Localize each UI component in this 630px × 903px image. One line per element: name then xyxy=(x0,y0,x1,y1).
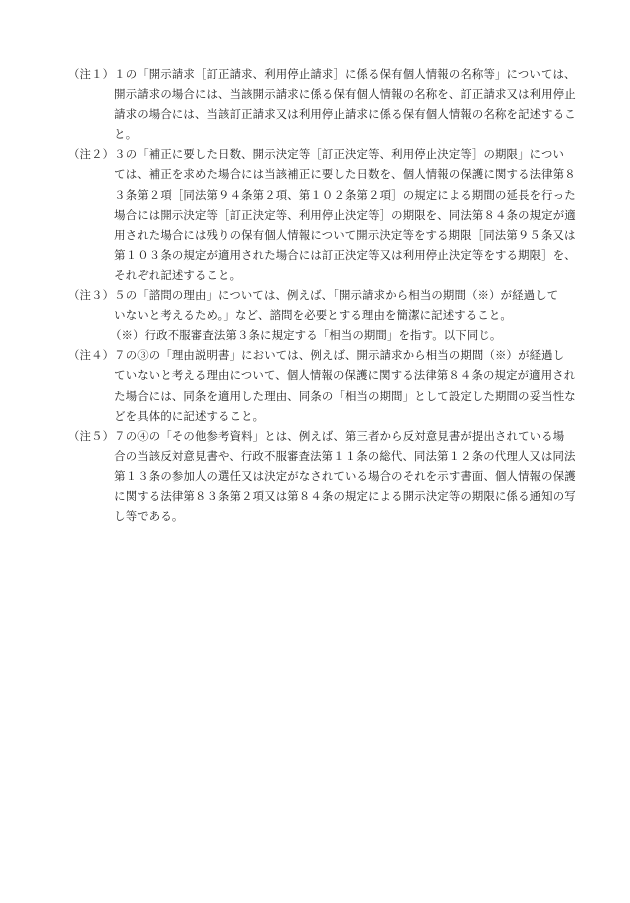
note-5-body xyxy=(114,426,576,526)
note-4-line-2: ていないと考える理由について、個人情報の保護に関する法律第８４条の規定が適用され xyxy=(114,368,576,383)
note-4-line-3: た場合には、同条を適用した理由、同条の「相当の期間」として設定した期間の妥当性な xyxy=(114,388,576,403)
note-5-line-2: 合の当該反対意見書や、行政不服審査法第１１条の総代、同法第１２条の代理人又は同法 xyxy=(114,448,576,463)
note-1-line-1: １の「開示請求［訂正請求、利用停止請求］に係る保有個人情報の名称等」については、 xyxy=(114,67,576,81)
note-5-line-1: ７の④の「その他参考資料」とは、例えば、第三者から反対意見書が提出されている場 xyxy=(114,428,565,443)
note-5 xyxy=(68,426,576,526)
note-3-footnote: （※）行政不服審査法第３条に規定する「相当の期間」を指す。以下同じ。 xyxy=(110,328,502,343)
note-3-line-2: いないと考えるため。」など、諮問を必要とする理由を簡潔に記述すること。 xyxy=(114,308,512,323)
note-5-line-3: 第１３条の参加人の選任又は決定がなされている場合のそれを示す書面、個人情報の保護 xyxy=(114,468,576,483)
note-2-line-7: それぞれ記述すること。 xyxy=(114,267,242,282)
note-2-line-6: 第１０３条の規定が適用された場合には訂正決定等又は利用停止決定等をする期限］を、 xyxy=(114,247,576,262)
note-1-label: （注１） xyxy=(68,67,115,81)
note-3-label: （注３） xyxy=(68,288,115,303)
note-5-label: （注５） xyxy=(68,428,115,443)
note-3 xyxy=(68,285,564,325)
note-4-label: （注４） xyxy=(68,348,115,363)
note-2-label: （注２） xyxy=(68,147,115,162)
note-2-line-4: 場合には開示決定等［訂正決定等、利用停止決定等］の期限を、同法第８４条の規定が適 xyxy=(114,207,576,222)
note-2-line-2: ては、補正を求めた場合には当該補正に要した日数を、個人情報の保護に関する法律第８ xyxy=(114,167,576,182)
note-5-line-4: に関する法律第８３条第２項又は第８４条の規定による開示決定等の期限に係る通知の写 xyxy=(114,488,576,503)
note-3-line-1: ５の「諮問の理由」については、例えば、「開示請求から相当の期間（※）が経過して xyxy=(114,288,559,303)
note-2 xyxy=(68,144,576,285)
note-4-body xyxy=(114,345,576,425)
note-1-line-4: と。 xyxy=(114,127,138,142)
note-2-line-3: ３条第２項［同法第９４条第２項、第１０２条第２項］の規定による期間の延長を行った xyxy=(114,187,576,202)
note-4-line-1: ７の③の「理由説明書」においては、例えば、開示請求から相当の期間（※）が経過し xyxy=(114,348,565,363)
note-4 xyxy=(68,345,576,425)
note-4-line-4: どを具体的に記述すること。 xyxy=(114,408,265,423)
note-1-line-2: 開示請求の場合には、当該開示請求に係る保有個人情報の名称を、訂正請求又は利用停止 xyxy=(114,87,576,102)
note-2-body xyxy=(114,144,576,285)
note-5-line-5: し等である。 xyxy=(114,509,184,524)
notes-document xyxy=(68,64,576,526)
note-1-line-3: 請求の場合には、当該訂正請求又は利用停止請求に係る保有個人情報の名称を記述するこ xyxy=(114,107,576,122)
note-3-body xyxy=(114,285,564,325)
note-2-line-5: 用された場合には残りの保有個人情報について開示決定等をする期限［同法第９５条又は xyxy=(114,227,576,242)
note-1 xyxy=(68,64,576,144)
note-1-body xyxy=(114,64,576,144)
note-2-line-1: ３の「補正に要した日数、開示決定等［訂正決定等、利用停止決定等］の期限」につい xyxy=(114,147,565,162)
